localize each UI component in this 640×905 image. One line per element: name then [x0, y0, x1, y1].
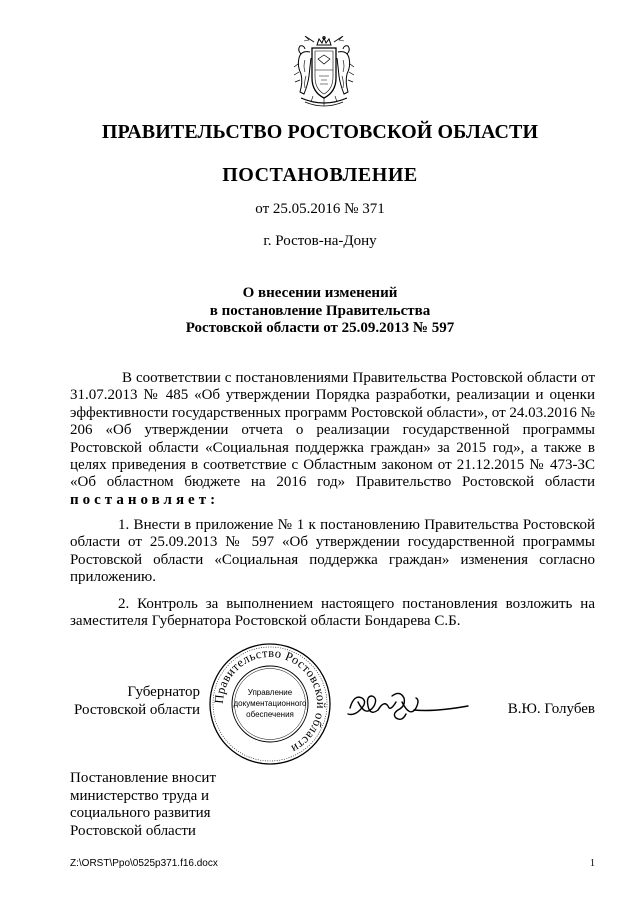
subject-line: О внесении изменений [242, 285, 398, 301]
signer-title-line: Губернатор [127, 684, 200, 700]
subject-line: в постановление Правительства [209, 302, 431, 319]
item-2-paragraph: 2. Контроль за выполнением настоящего постановления возложить на заместителя Губернатора Ростовской области Бондарева С.Б. [70, 596, 595, 630]
document-type-title: ПОСТАНОВЛЕНИЕ [222, 164, 418, 186]
official-seal-icon [208, 642, 332, 766]
preamble-paragraph [70, 370, 595, 509]
handwritten-signature-icon [344, 688, 472, 726]
city: г. Ростов-на-Дону [263, 233, 377, 249]
subject-line: Ростовской области от 25.09.2013 № 597 [185, 320, 455, 336]
date-number: от 25.05.2016 № 371 [255, 201, 385, 217]
signer-title [70, 684, 200, 719]
note-line: социального развития [70, 805, 211, 821]
seal-ring-text: Правительство Ростовской области [211, 645, 329, 757]
decree-word: постановляет: [70, 491, 220, 508]
note-line: Ростовской области [70, 822, 196, 839]
signer-name: В.Ю. Голубев [507, 701, 595, 717]
coat-of-arms-icon [291, 36, 357, 110]
note-line: Постановление вносит [70, 770, 217, 786]
item-1-paragraph: 1. Внести в приложение № 1 к постановлению Правительства Ростовской области от 25.09.2013 № 597 «Об утверждении государственной программы Ростовской области «Социальная поддержка граждан» изменения согласно приложению. [70, 517, 595, 586]
page-number: 1 [590, 858, 595, 869]
organization-title: ПРАВИТЕЛЬСТВО РОСТОВСКОЙ ОБЛАСТИ [101, 121, 539, 143]
document-subject [0, 285, 640, 338]
submitter-note [70, 770, 290, 840]
seal-center-line: документационного [233, 699, 307, 708]
note-line: министерство труда и [70, 787, 210, 804]
seal-center-line: обеспечения [246, 710, 294, 719]
signer-title-line: Ростовской области [74, 701, 200, 718]
footer-file-path: Z:\ORST\Ppo\0525p371.f16.docx [70, 858, 218, 869]
seal-center-line: Управление [247, 688, 293, 697]
preamble-text: В соответствии с постановлениями Правительства Ростовской области от 31.07.2013 № 485 «Об утверждении Порядка разработки, реализации и оценки эффективности государственных программ Ростовской области», от 24.03.2016 № 206 «Об утверждении отчета о реализации государственной программы Ростовской области «Социальная поддержка граждан» за 2015 год», а также в целях приведения в соответствие с Областным законом от 21.12.2015 № 473-ЗС «Об областном бюджете на 2016 год» Правительство Ростовской области [70, 370, 595, 491]
